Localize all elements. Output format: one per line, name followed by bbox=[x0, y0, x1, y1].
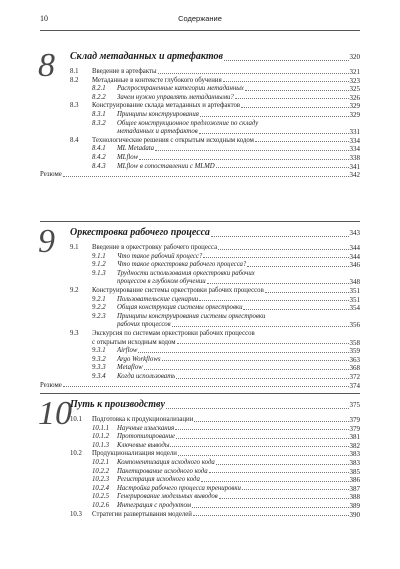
section-title: Принципы конструирования bbox=[117, 111, 199, 118]
section-title: Прототипирование bbox=[117, 433, 176, 441]
subsection-entry[interactable] bbox=[92, 313, 360, 330]
page-ref: 341 bbox=[349, 162, 360, 171]
leader-dots bbox=[177, 343, 349, 344]
entry-line bbox=[92, 128, 360, 137]
leader-dots bbox=[155, 150, 348, 151]
entry-line bbox=[92, 278, 360, 287]
section-title: Введение в артефакты bbox=[92, 68, 157, 75]
chapter-title-entry[interactable] bbox=[70, 226, 360, 240]
leader-dots bbox=[203, 257, 348, 258]
page-ref: 359 bbox=[349, 347, 360, 356]
section-number: 10.3 bbox=[70, 510, 82, 518]
subsection-entry[interactable] bbox=[92, 163, 360, 172]
page-ref: 329 bbox=[349, 102, 360, 111]
leader-dots bbox=[201, 481, 349, 482]
section-number: 8.1 bbox=[70, 68, 79, 75]
subsection-entry[interactable] bbox=[92, 85, 360, 94]
page-ref: 338 bbox=[349, 154, 360, 162]
entry-line bbox=[92, 94, 360, 103]
page-ref: 358 bbox=[349, 338, 360, 347]
section-number: 9.2.1 bbox=[92, 295, 106, 303]
page-ref: 381 bbox=[349, 433, 360, 442]
chapter-separator-rule bbox=[40, 393, 360, 394]
subsection-entry[interactable] bbox=[92, 154, 360, 163]
entry-line bbox=[92, 270, 360, 279]
section-number: 8.3.2 bbox=[92, 119, 106, 127]
leader-dots bbox=[162, 360, 349, 361]
section-title-continued: метаданных и артефактов bbox=[117, 128, 198, 136]
leader-dots bbox=[242, 489, 349, 490]
section-number: 8.4 bbox=[70, 136, 79, 144]
section-number: 9.2.3 bbox=[92, 312, 106, 320]
section-title: Трудности использования оркестровки рабочих bbox=[117, 269, 255, 277]
section-number: 9.1 bbox=[70, 244, 79, 251]
section-number: 8.2.2 bbox=[92, 93, 106, 101]
page-ref: 326 bbox=[349, 93, 360, 102]
entry-line bbox=[92, 85, 360, 94]
page-ref: 375 bbox=[349, 401, 360, 409]
leader-dots bbox=[178, 455, 349, 456]
subsection-entry[interactable] bbox=[92, 442, 360, 451]
subsection-entry[interactable] bbox=[92, 493, 360, 502]
leader-dots bbox=[255, 141, 349, 142]
entry-line bbox=[92, 304, 360, 313]
page-ref: 383 bbox=[349, 450, 360, 459]
leader-dots bbox=[138, 352, 348, 353]
entry-line bbox=[40, 171, 360, 180]
page-ref: 331 bbox=[349, 128, 360, 137]
subsection-entry[interactable] bbox=[92, 145, 360, 154]
entry-line bbox=[70, 102, 360, 111]
subsection-entry[interactable] bbox=[92, 261, 360, 270]
leader-dots bbox=[235, 98, 349, 99]
subsection-entry[interactable] bbox=[92, 94, 360, 103]
section-number: 10.1.1 bbox=[92, 424, 109, 432]
entry-line bbox=[92, 468, 360, 477]
section-entry[interactable] bbox=[70, 511, 360, 520]
section-number: 8.4.1 bbox=[92, 145, 106, 153]
entry-line bbox=[70, 244, 360, 253]
entry-line bbox=[70, 77, 360, 86]
section-title: Metaflow bbox=[117, 364, 143, 372]
section-number: 8.3.1 bbox=[92, 111, 106, 118]
section-number: 9.1.3 bbox=[92, 269, 106, 277]
section-entry[interactable] bbox=[70, 102, 360, 111]
page-ref: 348 bbox=[349, 278, 360, 287]
leader-dots bbox=[216, 464, 349, 465]
chapter-number: 8 bbox=[38, 47, 55, 84]
chapter-title-entry[interactable] bbox=[70, 398, 360, 412]
leader-dots bbox=[144, 369, 349, 370]
entry-line bbox=[92, 459, 360, 468]
leader-dots bbox=[247, 266, 348, 267]
section-title: Распространенные категории метаданных bbox=[117, 85, 244, 93]
page-ref: 323 bbox=[349, 76, 360, 85]
section-number: 10.1.2 bbox=[92, 433, 109, 441]
section-title: Конструирование системы оркестровки рабочих процессов bbox=[92, 287, 264, 294]
section-title: Пакетирование исходного кода bbox=[117, 467, 208, 475]
section-title: Argo Workflows bbox=[117, 355, 161, 363]
section-number: 8.2.1 bbox=[92, 85, 106, 93]
page-ref: 325 bbox=[349, 85, 360, 94]
entry-line bbox=[92, 442, 360, 451]
chapter-number: 9 bbox=[38, 223, 55, 260]
leader-dots bbox=[176, 378, 348, 379]
section-title: Метаданные в контексте глубокого обучения bbox=[92, 76, 222, 84]
page-ref: 368 bbox=[349, 364, 360, 373]
section-title: Ключевые выводы bbox=[117, 441, 170, 449]
chapter-title: Склад метаданных и артефактов bbox=[70, 51, 223, 62]
subsection-entry[interactable] bbox=[92, 270, 360, 287]
entry-line bbox=[70, 339, 360, 348]
entry-line bbox=[92, 347, 360, 356]
page-ref: 320 bbox=[349, 53, 360, 61]
leader-dots bbox=[170, 446, 348, 447]
leader-dots bbox=[200, 116, 349, 117]
summary-entry[interactable] bbox=[40, 171, 360, 180]
leader-dots bbox=[63, 386, 349, 387]
section-title: Что такое оркестровка рабочего процесса? bbox=[117, 261, 247, 269]
leader-dots bbox=[211, 226, 349, 237]
section-title: Экскурсия по системам оркестровки рабочих процессов bbox=[92, 330, 255, 337]
subsection-entry[interactable] bbox=[92, 253, 360, 262]
entry-line bbox=[92, 154, 360, 163]
leader-dots bbox=[207, 283, 349, 284]
summary-entry[interactable] bbox=[40, 382, 360, 391]
section-number: 9.2 bbox=[70, 287, 79, 294]
page-number: 10 bbox=[40, 14, 48, 23]
section-title: ML Metadata bbox=[117, 145, 155, 153]
subsection-entry[interactable] bbox=[92, 502, 360, 511]
section-title: Настройка рабочего процесса тренировки bbox=[117, 484, 241, 492]
page-ref: 389 bbox=[349, 502, 360, 510]
section-number: 9.1.1 bbox=[92, 252, 106, 260]
page-ref: 344 bbox=[349, 252, 360, 261]
page-ref: 329 bbox=[349, 111, 360, 119]
subsection-entry[interactable] bbox=[92, 425, 360, 434]
section-number: 9.3.1 bbox=[92, 347, 106, 355]
section-title-continued: рабочих процессов bbox=[117, 321, 171, 329]
running-title: Содержание bbox=[178, 14, 222, 23]
chapter-separator-rule bbox=[40, 221, 360, 222]
leader-dots bbox=[245, 90, 349, 91]
page-ref: 334 bbox=[349, 136, 360, 145]
leader-dots bbox=[265, 292, 349, 293]
leader-dots bbox=[199, 133, 349, 134]
page-ref: 382 bbox=[349, 441, 360, 450]
section-title: Технологические решения с открытым исходным кодом bbox=[92, 136, 254, 144]
subsection-entry[interactable] bbox=[92, 468, 360, 477]
page-ref: 388 bbox=[349, 493, 360, 502]
page-ref: 386 bbox=[349, 476, 360, 485]
page-ref: 351 bbox=[349, 295, 360, 304]
entry-line bbox=[92, 425, 360, 434]
section-title: Зачем нужно управлять метаданными? bbox=[117, 93, 234, 101]
page-ref: 351 bbox=[349, 287, 360, 295]
entry-line bbox=[70, 416, 360, 425]
section-entry[interactable] bbox=[70, 416, 360, 425]
page-ref: 379 bbox=[349, 424, 360, 433]
page-ref: 390 bbox=[349, 510, 360, 519]
page-ref: 354 bbox=[349, 304, 360, 313]
page-ref: 356 bbox=[349, 321, 360, 330]
leader-dots bbox=[139, 159, 348, 160]
leader-dots bbox=[216, 167, 349, 168]
leader-dots bbox=[223, 81, 349, 82]
leader-dots bbox=[241, 107, 348, 108]
subsection-entry[interactable] bbox=[92, 373, 360, 382]
entry-line bbox=[70, 287, 360, 296]
page-header bbox=[40, 12, 360, 26]
page-ref: 385 bbox=[349, 467, 360, 476]
leader-dots bbox=[194, 421, 348, 422]
entry-line bbox=[92, 296, 360, 305]
leader-dots bbox=[192, 507, 349, 508]
entry-line bbox=[92, 373, 360, 382]
page-ref: 321 bbox=[349, 68, 360, 76]
leader-dots bbox=[63, 176, 349, 177]
page-ref: 374 bbox=[349, 381, 360, 390]
page-ref: 342 bbox=[349, 171, 360, 180]
section-title: MLflow bbox=[117, 154, 139, 161]
page-ref: 372 bbox=[349, 373, 360, 381]
leader-dots bbox=[193, 515, 349, 516]
entry-line bbox=[92, 433, 360, 442]
section-number: 10.1 bbox=[70, 416, 82, 423]
section-number: 8.2 bbox=[70, 76, 79, 84]
section-number: 9.3.4 bbox=[92, 373, 106, 380]
subsection-entry[interactable] bbox=[92, 485, 360, 494]
subsection-entry[interactable] bbox=[92, 476, 360, 485]
section-title: Интеграция с продуктом bbox=[117, 502, 191, 509]
section-number: 10.1.3 bbox=[92, 441, 109, 449]
leader-dots bbox=[172, 326, 349, 327]
entry-line bbox=[92, 261, 360, 270]
leader-dots bbox=[176, 438, 348, 439]
entry-line bbox=[92, 163, 360, 172]
summary-title: Резюме bbox=[40, 171, 62, 179]
section-number: 8.4.2 bbox=[92, 154, 106, 161]
section-title-continued: с открытым исходным кодом bbox=[92, 338, 176, 346]
section-entry[interactable] bbox=[70, 287, 360, 296]
section-number: 10.2.6 bbox=[92, 502, 109, 509]
section-title: Введение в оркестровку рабочего процесса bbox=[92, 244, 218, 251]
entry-line bbox=[92, 476, 360, 485]
subsection-entry[interactable] bbox=[92, 296, 360, 305]
entry-line bbox=[70, 137, 360, 146]
section-entry[interactable] bbox=[70, 68, 360, 77]
leader-dots bbox=[218, 249, 348, 250]
subsection-entry[interactable] bbox=[92, 347, 360, 356]
section-title: Airflow bbox=[117, 347, 138, 355]
entry-line bbox=[70, 68, 360, 77]
leader-dots bbox=[175, 429, 348, 430]
entry-line bbox=[92, 313, 360, 322]
section-title: Общая конструкция системы оркестровки bbox=[117, 304, 243, 312]
subsection-entry[interactable] bbox=[92, 304, 360, 313]
leader-dots bbox=[219, 498, 349, 499]
section-number: 10.2.4 bbox=[92, 484, 109, 492]
entry-line bbox=[92, 502, 360, 511]
entry-line bbox=[92, 145, 360, 154]
section-entry[interactable] bbox=[70, 77, 360, 86]
subsection-entry[interactable] bbox=[92, 120, 360, 137]
section-title: Научные изыскания bbox=[117, 424, 175, 432]
section-number: 8.4.3 bbox=[92, 162, 106, 170]
entry-line bbox=[92, 120, 360, 129]
section-title: Когда использовать bbox=[117, 373, 176, 380]
entry-line bbox=[92, 364, 360, 373]
section-number: 10.2.3 bbox=[92, 476, 109, 484]
leader-dots bbox=[199, 300, 348, 301]
leader-dots bbox=[224, 50, 349, 61]
page-ref: 383 bbox=[349, 459, 360, 467]
entry-line bbox=[92, 493, 360, 502]
entry-line bbox=[92, 253, 360, 262]
section-number: 8.3 bbox=[70, 102, 79, 110]
subsection-entry[interactable] bbox=[92, 459, 360, 468]
entry-line bbox=[92, 111, 360, 120]
chapter-number: 10 bbox=[38, 395, 72, 432]
section-number: 10.2.1 bbox=[92, 459, 109, 466]
section-title: Пользовательские сценарии bbox=[117, 295, 199, 303]
entry-line bbox=[92, 321, 360, 330]
page-ref: 346 bbox=[349, 261, 360, 270]
section-number: 9.2.2 bbox=[92, 304, 106, 312]
section-title: Компонентизация исходного кода bbox=[117, 459, 215, 466]
page-ref: 334 bbox=[349, 145, 360, 154]
entry-line bbox=[70, 511, 360, 520]
entry-line bbox=[92, 485, 360, 494]
section-number: 9.3.3 bbox=[92, 364, 106, 372]
section-title: Генерирование модельных выводов bbox=[117, 493, 218, 501]
section-title: Продукционализация модели bbox=[92, 450, 177, 458]
section-number: 9.3 bbox=[70, 330, 79, 337]
section-title: Общее конструкционное предложение по складу bbox=[117, 119, 259, 127]
page-ref: 387 bbox=[349, 484, 360, 493]
section-number: 10.2.5 bbox=[92, 493, 109, 501]
section-title-continued: процессов в глубоком обучении bbox=[117, 278, 206, 286]
subsection-entry[interactable] bbox=[92, 356, 360, 365]
section-number: 10.2 bbox=[70, 450, 82, 458]
section-entry[interactable] bbox=[70, 330, 360, 347]
section-title: Стратегии развертывания моделей bbox=[92, 510, 192, 518]
section-title: Конструирование склада метаданных и артефактов bbox=[92, 102, 241, 110]
leader-dots bbox=[209, 472, 349, 473]
subsection-entry[interactable] bbox=[92, 364, 360, 373]
page-ref: 363 bbox=[349, 355, 360, 364]
entry-line bbox=[70, 450, 360, 459]
section-number: 10.2.2 bbox=[92, 467, 109, 475]
page-ref: 343 bbox=[349, 229, 360, 237]
entry-line bbox=[92, 356, 360, 365]
section-title: MLflow в сопоставлении с MLMD bbox=[117, 162, 215, 170]
summary-title: Резюме bbox=[40, 381, 62, 389]
chapter-title: Оркестровка рабочего процесса bbox=[70, 227, 210, 238]
page-ref: 344 bbox=[349, 244, 360, 252]
chapter-title-entry[interactable] bbox=[70, 50, 360, 64]
section-title: Регистрация исходного кода bbox=[117, 476, 200, 484]
subsection-entry[interactable] bbox=[92, 111, 360, 120]
section-title: Подготовка к продукционализации bbox=[92, 416, 194, 423]
page-ref: 379 bbox=[349, 416, 360, 424]
entry-line bbox=[70, 330, 360, 339]
section-number: 9.3.2 bbox=[92, 355, 106, 363]
leader-dots bbox=[243, 309, 348, 310]
leader-dots bbox=[158, 73, 349, 74]
section-number: 9.1.2 bbox=[92, 261, 106, 269]
section-entry[interactable] bbox=[70, 450, 360, 459]
leader-dots bbox=[166, 398, 349, 409]
section-title: Что такое рабочий процесс? bbox=[117, 252, 203, 260]
subsection-entry[interactable] bbox=[92, 433, 360, 442]
section-entry[interactable] bbox=[70, 137, 360, 146]
section-entry[interactable] bbox=[70, 244, 360, 253]
chapter-title: Путь к производству bbox=[70, 399, 165, 410]
section-title: Принципы конструирования системы оркестровки bbox=[117, 312, 266, 320]
chapter-separator-rule bbox=[40, 30, 360, 31]
entry-line bbox=[40, 382, 360, 391]
